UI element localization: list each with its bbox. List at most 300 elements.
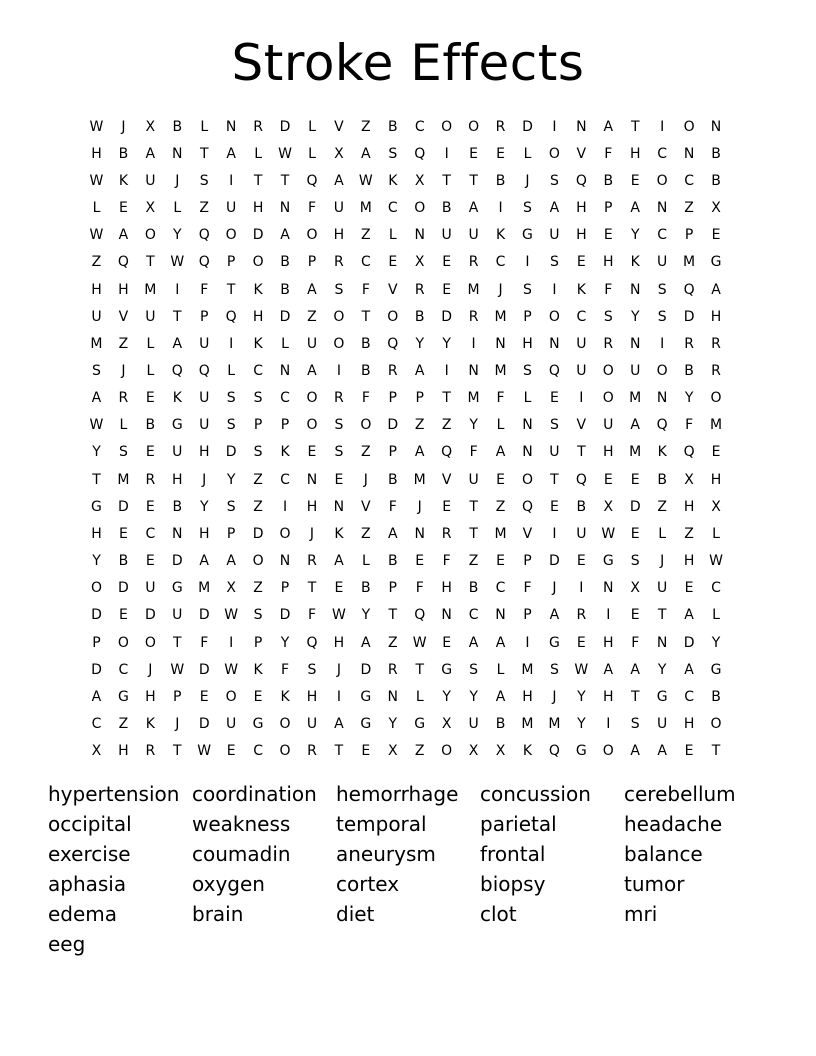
grid-letter: E xyxy=(145,553,155,570)
grid-letter: X xyxy=(603,498,614,515)
grid-letter: A xyxy=(684,661,694,678)
grid-letter: Q xyxy=(548,362,560,379)
grid-letter: A xyxy=(91,390,102,407)
grid-letter: N xyxy=(576,118,587,135)
grid-letter: K xyxy=(172,390,182,407)
grid-letter: Y xyxy=(711,634,721,651)
grid-letter: Z xyxy=(307,308,317,325)
grid-letter: Q xyxy=(521,498,533,515)
grid-letter: H xyxy=(118,743,129,760)
grid-letter: U xyxy=(576,335,587,352)
grid-letter: U xyxy=(226,716,237,733)
grid-letter: V xyxy=(441,471,452,488)
grid-letter: Z xyxy=(414,417,425,434)
grid-letter: R xyxy=(441,525,452,542)
grid-letter: R xyxy=(334,390,344,407)
grid-letter: E xyxy=(307,444,317,461)
grid-letter: U xyxy=(145,580,156,597)
grid-letter: G xyxy=(360,688,372,705)
word-list-item: biopsy xyxy=(480,872,546,896)
grid-letter: E xyxy=(576,634,586,651)
grid-letter: L xyxy=(281,335,289,352)
grid-letter: Y xyxy=(199,498,209,515)
grid-letter: N xyxy=(441,607,452,624)
grid-letter: I xyxy=(660,335,665,352)
grid-letter: U xyxy=(549,444,560,461)
grid-letter: T xyxy=(469,498,478,515)
grid-letter: R xyxy=(711,335,721,352)
grid-letter: K xyxy=(253,281,263,298)
grid-letter: Z xyxy=(361,227,371,244)
grid-letter: O xyxy=(144,634,156,651)
grid-letter: U xyxy=(172,444,183,461)
grid-letter: U xyxy=(468,471,479,488)
grid-letter: R xyxy=(414,281,425,298)
grid-letter: L xyxy=(361,553,370,570)
word-list-item: headache xyxy=(624,812,723,836)
grid-letter: W xyxy=(89,118,104,135)
grid-letter: S xyxy=(630,553,640,570)
grid-letter: T xyxy=(199,145,209,162)
grid-letter: R xyxy=(684,335,694,352)
grid-letter: I xyxy=(552,525,557,542)
grid-letter: T xyxy=(361,308,371,325)
grid-letter: D xyxy=(629,498,641,515)
grid-letter: B xyxy=(172,118,183,135)
grid-letter: L xyxy=(308,118,316,135)
grid-letter: K xyxy=(576,281,586,298)
grid-letter: H xyxy=(603,688,614,705)
grid-letter: T xyxy=(442,390,451,407)
grid-letter: O xyxy=(441,118,453,135)
grid-letter: A xyxy=(549,200,560,217)
grid-letter: C xyxy=(657,145,668,162)
grid-letter: O xyxy=(521,471,533,488)
grid-letter: H xyxy=(576,200,587,217)
grid-letter: J xyxy=(175,716,180,733)
grid-letter: D xyxy=(198,661,210,678)
grid-letter: E xyxy=(496,553,505,570)
grid-letter: B xyxy=(280,281,290,298)
grid-letter: T xyxy=(253,172,263,189)
grid-letter: H xyxy=(252,200,264,217)
grid-letter: O xyxy=(225,688,237,705)
grid-letter: H xyxy=(118,281,129,298)
grid-letter: O xyxy=(710,716,722,733)
word-list-item: cerebellum xyxy=(624,782,736,806)
grid-letter: I xyxy=(175,281,180,298)
word-list-item: concussion xyxy=(480,782,591,806)
grid-letter: L xyxy=(308,145,316,162)
grid-letter: O xyxy=(441,743,453,760)
grid-letter: E xyxy=(630,471,640,488)
grid-letter: U xyxy=(468,227,479,244)
grid-letter: B xyxy=(361,362,371,379)
grid-letter: Y xyxy=(361,607,371,624)
grid-letter: U xyxy=(145,172,156,189)
grid-letter: Y xyxy=(630,227,640,244)
grid-letter: F xyxy=(307,200,316,217)
grid-letter: S xyxy=(307,661,317,678)
grid-letter: D xyxy=(91,607,102,624)
word-list-item: aneurysm xyxy=(336,842,436,866)
grid-letter: P xyxy=(226,525,236,542)
grid-letter: P xyxy=(388,444,397,461)
grid-letter: B xyxy=(361,335,371,352)
grid-letter: E xyxy=(334,580,344,597)
grid-letter: U xyxy=(91,308,102,325)
grid-letter: M xyxy=(683,254,696,271)
grid-letter: Z xyxy=(468,553,479,570)
word-list-item: parietal xyxy=(480,812,557,836)
grid-letter: T xyxy=(173,634,182,651)
grid-letter: C xyxy=(280,390,290,407)
grid-letter: H xyxy=(629,145,641,162)
grid-letter: B xyxy=(118,553,129,570)
grid-letter: Q xyxy=(387,335,399,352)
grid-letter: I xyxy=(444,145,449,162)
grid-letter: O xyxy=(414,200,426,217)
word-list-item: oxygen xyxy=(192,872,265,896)
grid-letter: W xyxy=(574,661,589,678)
grid-letter: U xyxy=(199,335,210,352)
grid-letter: A xyxy=(387,525,398,542)
grid-letter: H xyxy=(683,553,695,570)
grid-letter: P xyxy=(684,227,694,244)
grid-letter: B xyxy=(280,254,290,271)
grid-letter: W xyxy=(601,525,616,542)
grid-letter: Q xyxy=(117,254,129,271)
word-list-item: hemorrhage xyxy=(336,782,459,806)
grid-letter: P xyxy=(280,417,290,434)
grid-letter: I xyxy=(552,118,557,135)
word-list-item: exercise xyxy=(48,842,131,866)
grid-letter: T xyxy=(550,471,559,488)
grid-letter: H xyxy=(683,498,695,515)
grid-letter: N xyxy=(683,145,695,162)
grid-letter: P xyxy=(199,308,209,325)
grid-letter: Y xyxy=(173,227,182,244)
grid-letter: E xyxy=(630,525,640,542)
grid-letter: C xyxy=(684,688,694,705)
grid-letter: P xyxy=(253,634,263,651)
grid-letter: E xyxy=(549,498,559,515)
grid-letter: N xyxy=(495,335,506,352)
grid-letter: X xyxy=(684,471,694,488)
grid-letter: T xyxy=(92,471,101,488)
grid-letter: L xyxy=(415,688,424,705)
grid-letter: I xyxy=(336,688,341,705)
grid-letter: F xyxy=(200,281,209,298)
grid-letter: A xyxy=(280,227,290,244)
grid-letter: X xyxy=(145,118,156,135)
grid-letter: I xyxy=(444,362,449,379)
grid-letter: R xyxy=(468,254,479,271)
grid-letter: Z xyxy=(414,743,425,760)
grid-letter: G xyxy=(171,580,183,597)
grid-letter: E xyxy=(442,281,452,298)
grid-letter: O xyxy=(279,743,291,760)
grid-letter: F xyxy=(361,281,370,298)
grid-letter: A xyxy=(657,743,667,760)
grid-letter: U xyxy=(657,580,668,597)
grid-letter: Z xyxy=(118,716,129,733)
grid-letter: H xyxy=(333,634,345,651)
grid-letter: H xyxy=(603,254,614,271)
grid-letter: O xyxy=(306,417,318,434)
grid-letter: G xyxy=(656,688,668,705)
grid-letter: V xyxy=(576,417,587,434)
grid-letter: Z xyxy=(253,580,263,597)
grid-letter: H xyxy=(198,444,210,461)
grid-letter: C xyxy=(91,716,102,733)
grid-letter: C xyxy=(468,607,479,624)
grid-letter: F xyxy=(604,281,613,298)
grid-letter: F xyxy=(685,417,694,434)
grid-letter: F xyxy=(388,498,397,515)
grid-letter: A xyxy=(414,362,425,379)
grid-letter: Z xyxy=(361,444,371,461)
grid-letter: B xyxy=(387,471,398,488)
grid-letter: F xyxy=(200,634,209,651)
grid-letter: Q xyxy=(225,308,237,325)
word-list xyxy=(48,779,768,959)
grid-letter: L xyxy=(146,362,155,379)
grid-letter: R xyxy=(334,254,344,271)
grid-letter: N xyxy=(603,580,614,597)
grid-letter: E xyxy=(684,743,694,760)
grid-letter: K xyxy=(657,444,667,461)
grid-letter: M xyxy=(467,390,480,407)
grid-letter: O xyxy=(387,308,399,325)
grid-letter: W xyxy=(170,254,185,271)
grid-letter: P xyxy=(604,200,613,217)
grid-letter: J xyxy=(660,553,665,570)
grid-letter: E xyxy=(145,498,155,515)
grid-letter: A xyxy=(199,553,209,570)
grid-letter: A xyxy=(495,688,506,705)
grid-letter: U xyxy=(226,200,237,217)
grid-letter: A xyxy=(630,661,640,678)
grid-letter: S xyxy=(549,172,559,189)
grid-letter: T xyxy=(415,661,424,678)
grid-letter: U xyxy=(306,335,318,352)
grid-letter: L xyxy=(146,335,155,352)
grid-letter: B xyxy=(145,417,156,434)
grid-letter: M xyxy=(494,525,507,542)
grid-letter: T xyxy=(657,607,667,624)
grid-letter: E xyxy=(334,471,344,488)
grid-letter: G xyxy=(117,688,129,705)
grid-letter: M xyxy=(198,580,211,597)
grid-letter: C xyxy=(495,580,506,597)
grid-letter: Y xyxy=(469,417,478,434)
grid-letter: O xyxy=(468,118,480,135)
grid-letter: W xyxy=(331,607,346,624)
grid-letter: S xyxy=(334,444,344,461)
grid-letter: U xyxy=(603,417,614,434)
grid-letter: S xyxy=(388,145,398,162)
grid-letter: T xyxy=(226,281,236,298)
grid-letter: D xyxy=(683,634,695,651)
grid-letter: E xyxy=(469,145,479,162)
grid-letter: M xyxy=(629,390,642,407)
grid-letter: N xyxy=(522,444,533,461)
grid-letter: A xyxy=(172,335,183,352)
grid-letter: O xyxy=(144,227,156,244)
grid-letter: E xyxy=(145,390,155,407)
grid-letter: N xyxy=(468,362,479,379)
grid-letter: G xyxy=(602,553,614,570)
grid-letter: G xyxy=(171,417,183,434)
grid-letter: R xyxy=(387,661,398,678)
grid-letter: O xyxy=(656,172,668,189)
grid-letter: W xyxy=(412,634,427,651)
grid-letter: Q xyxy=(306,634,318,651)
grid-letter: H xyxy=(252,308,264,325)
grid-letter: B xyxy=(576,498,587,515)
grid-letter: M xyxy=(494,308,507,325)
grid-letter: J xyxy=(417,498,422,515)
grid-letter: S xyxy=(549,417,559,434)
word-list-item: occipital xyxy=(48,812,132,836)
grid-letter: P xyxy=(280,580,290,597)
grid-letter: Q xyxy=(683,281,695,298)
grid-letter: L xyxy=(254,145,262,162)
grid-letter: Z xyxy=(361,118,371,135)
grid-letter: C xyxy=(280,471,290,488)
grid-letter: A xyxy=(711,281,721,298)
grid-letter: U xyxy=(441,227,452,244)
grid-letter: T xyxy=(334,743,344,760)
grid-letter: P xyxy=(415,390,424,407)
grid-letter: R xyxy=(307,743,317,760)
grid-letter: X xyxy=(711,498,721,515)
grid-letter: R xyxy=(495,118,506,135)
grid-letter: S xyxy=(226,390,236,407)
grid-letter: D xyxy=(549,553,560,570)
grid-letter: E xyxy=(442,498,452,515)
grid-letter: S xyxy=(657,308,667,325)
grid-letter: L xyxy=(712,525,720,542)
grid-letter: E xyxy=(442,634,452,651)
grid-letter: E xyxy=(711,444,721,461)
grid-letter: M xyxy=(144,281,157,298)
grid-letter: J xyxy=(148,661,153,678)
grid-letter: E xyxy=(603,471,613,488)
grid-letter: K xyxy=(334,525,344,542)
word-list-item: temporal xyxy=(336,812,427,836)
word-list-item: aphasia xyxy=(48,872,127,896)
grid-letter: V xyxy=(576,145,587,162)
grid-letter: N xyxy=(333,498,345,515)
grid-letter: T xyxy=(307,580,317,597)
grid-letter: F xyxy=(604,145,613,162)
grid-letter: I xyxy=(660,118,665,135)
grid-letter: N xyxy=(172,525,183,542)
grid-letter: D xyxy=(522,118,533,135)
grid-letter: H xyxy=(522,335,533,352)
grid-letter: O xyxy=(548,145,560,162)
word-list-item: brain xyxy=(192,902,244,926)
grid-letter: O xyxy=(279,525,291,542)
grid-letter: F xyxy=(307,607,316,624)
grid-letter: C xyxy=(576,308,587,325)
grid-letter: Y xyxy=(657,661,667,678)
grid-letter: Y xyxy=(280,634,290,651)
grid-letter: Y xyxy=(469,688,478,705)
grid-letter: C xyxy=(145,525,156,542)
grid-letter: R xyxy=(253,118,263,135)
letter-grid xyxy=(83,113,730,765)
grid-letter: P xyxy=(173,688,182,705)
grid-letter: E xyxy=(118,200,128,217)
grid-letter: L xyxy=(712,607,720,624)
grid-letter: L xyxy=(119,417,128,434)
grid-letter: X xyxy=(468,743,479,760)
grid-letter: S xyxy=(603,308,613,325)
grid-letter: W xyxy=(89,417,104,434)
grid-letter: O xyxy=(225,227,237,244)
grid-letter: S xyxy=(549,254,559,271)
grid-letter: S xyxy=(523,362,532,379)
word-list-item: tumor xyxy=(624,872,685,896)
grid-letter: P xyxy=(226,254,236,271)
grid-letter: S xyxy=(253,607,263,624)
grid-letter: Q xyxy=(171,362,183,379)
grid-letter: A xyxy=(630,743,640,760)
grid-letter: O xyxy=(306,227,318,244)
grid-letter: X xyxy=(387,743,398,760)
grid-letter: N xyxy=(656,390,668,407)
word-list-item: hypertension xyxy=(48,782,180,806)
grid-letter: W xyxy=(197,743,212,760)
grid-letter: I xyxy=(229,335,234,352)
grid-letter: K xyxy=(630,254,640,271)
grid-letter: G xyxy=(575,743,587,760)
grid-letter: E xyxy=(361,743,371,760)
grid-letter: U xyxy=(199,417,210,434)
grid-letter: R xyxy=(145,743,156,760)
grid-letter: Z xyxy=(253,471,263,488)
grid-letter: X xyxy=(145,200,156,217)
grid-letter: D xyxy=(252,227,264,244)
grid-letter: C xyxy=(414,118,425,135)
grid-letter: M xyxy=(467,281,480,298)
grid-letter: S xyxy=(226,417,236,434)
grid-letter: T xyxy=(442,172,451,189)
grid-letter: E xyxy=(118,525,128,542)
grid-letter: T xyxy=(577,444,586,461)
grid-letter: C xyxy=(684,172,694,189)
grid-letter: Y xyxy=(577,688,586,705)
grid-letter: L xyxy=(388,227,397,244)
grid-letter: J xyxy=(175,172,180,189)
word-list-item: weakness xyxy=(192,812,291,836)
grid-letter: B xyxy=(684,362,694,379)
grid-letter: S xyxy=(469,661,479,678)
grid-letter: O xyxy=(90,580,102,597)
grid-letter: X xyxy=(414,254,425,271)
grid-letter: A xyxy=(307,362,317,379)
grid-letter: F xyxy=(496,390,505,407)
grid-letter: G xyxy=(252,716,264,733)
grid-letter: A xyxy=(361,145,371,162)
grid-letter: D xyxy=(144,607,156,624)
grid-letter: J xyxy=(363,471,368,488)
grid-letter: S xyxy=(334,417,344,434)
grid-letter: E xyxy=(603,227,613,244)
